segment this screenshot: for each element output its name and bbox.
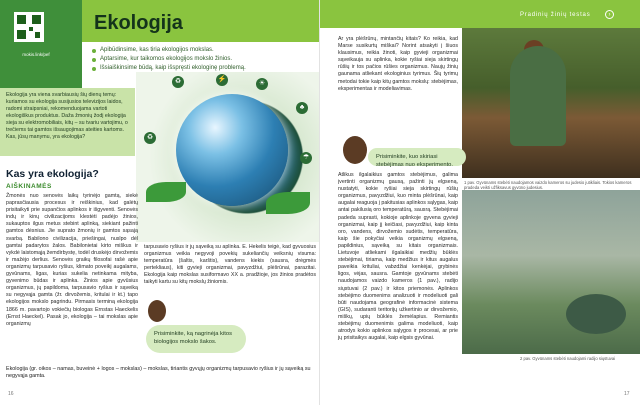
eco-icon: ♻ xyxy=(144,132,156,144)
right-text-body: Atlikus ilgalaikius gamtos stebėjimus, galima įvertinti organizmų gausą, pažinti jų elgseną, nustatyti, kokie ryšiai sieja skirtingų rūšių organizmus, pavyzdžiui, kuo minta plėšrūnai, kaip augalai reaguoja į pakitusias aplinkos sąlygas, kaip antai pakilusią oro temperatūrą, sausrą. Stebėjimai padeda suprasti, kokioje aplinkoje gyvena gyvieji organizmai, kaip jį keičiasi, pavyzdžiui, kaip kinta oro, vandens, dirvožemio sudėtis, temperatūra, kaip šie pokyčiai veikia organizmų elgseną, papildinius, sąveiką su kitais organizmais. Lietuvoje atliekami ilgalaikiai medžių būklės stebėjimai, tiriama, kaip medžius ir kitus augalus paveikia krituliai, vabzdžiai kenkėjai, grybinės ligos, vėjas, sausra. Gamtoje gyvūnams stebėti naudojamos vaizdo kameros (1 pav.), radijo siųstuvai (2 pav.) ir kitos priemonės. Aplinkos stebėjimo duomenims analizuoti ir modeliuoti gali būti naudojama geografinė informacinė sistema (GIS), sudaranti teritorijų užkertinio ar dirvožemio, miškų, upių būklės žemėlapius. Remiantis stebėjimų duomenimis galima modeliuoti, kaip atrodys kokio aplinkos sąlygos ir procesai, ar prie jų prisitaikys augalai, kaip elgsis gyvūnai. xyxy=(338,172,458,342)
page-number: 16 xyxy=(8,391,14,397)
qr-caption[interactable]: mokis.link/pef xyxy=(22,52,50,57)
eco-icon: ☀ xyxy=(256,78,268,90)
arrow-icon[interactable]: › xyxy=(605,10,614,19)
researcher-figure xyxy=(510,46,566,146)
eco-icon: ♻ xyxy=(172,76,184,88)
turtle-figure xyxy=(566,294,626,334)
definition-footnote: Ekologija (gr. oikos – namas, buveinė + logos – mokslas) – mokslas, tiriantis gyvųjų organizmų tarpusavio ryšius ir jų sąveiką su negyvąja gamta. xyxy=(6,366,311,379)
body-text-column-2: tarpusavio ryšius ir jų sąveiką su aplinka. E. Hekelis teigė, kad gyvuosius organizmus veikia negyvoji povekių sukeliančių veiksnių visuma: temperatūra (šaltis, karštis), vandens kiekis (sausra, drėgmės pertekliaus), kiti gyvieji organizmai, pavyzdžiui, plėšrūnai, parazitai. Ekologija kaip mokslas susiformavo XX a. pradžioje, jos žinios pradėtos taikyti kartu su kitų mokslų žiniomis. xyxy=(144,244,316,286)
intro-box xyxy=(0,88,135,156)
body-text-column-1: Žmonės nuo senovės laikų tyrinėjo gamtą, siekė paprasčiausia procesus ir reiškinius, kad galėtų prisitaikyti prie supančios aplinkos ir išgyventi. Senovės indų ir kinų civilizacijoms klestėti padėjo žinios, sukauptos ilgus metus stebint aplinką, siekiant pažinti gamtos dėsnius. Jie suprato žmonių ir gamtos sąsają svarbą. Babilono civilizacija, priešingai, nuslpo dėl gamtai padarytos žalos. Babilonietai kirto miškus ir vykdė laistomąją žemdirbystę, todėl druskėjo dirvožemis ir mažėjo derlius. Senovės graikų filosofai rašė apie organizmų tarpusavio ryšius, klimato poveikį augalams, gyvūnams, ligas, kurias sukelia netinkama mityba, gyvenimo būdas ir aplinka. Žinios apie gyvūsius organizmus, jų papildoma, tarpusavio ryšius ir sąveiką su negyvąja gamta (žr. dirvožemis, kritulai ir kt.) tapo ekologijos mokslo pagrindu. Pirmasis terminą ekologija 1866 m. pavartojo vokiečių biologas Ernstas Haeckelis (Ernst Haeckel). Pasak jo, ekologija – tai mokslas apie organizmų xyxy=(6,193,138,327)
eco-icon: ♣ xyxy=(296,102,308,114)
qr-code-icon[interactable] xyxy=(14,12,44,42)
earth-globe xyxy=(176,94,288,206)
intro-text: Ekologija yra viena svarbiausių šių dienų temų: kuriamos su ekologija susijusios televizijos laidos, radomi straipsniai, rekomenduojama vartoti ekologiškus produktus. Daža žmonių žodį ekologija sieja su elektromobiliais, kitų – su tvariu vartojimu, o trečiems tai gamtos išsaugojimas ateities kartoms. Kas, jūsų manymu, yra ekologija? xyxy=(6,92,128,140)
top-banner xyxy=(320,0,640,28)
photo-caption-1: 1 pav. Gyvūnams stebėti naudojamos vaizdo kameros su judesio jutikliais. Tokios kameros pradeda veikti užfiksavus gyvūno judesius. xyxy=(464,180,632,191)
objective-item: Aptarsime, kur taikomos ekologijos mokslo žinios. xyxy=(92,55,312,64)
photo-caption-2: 2 pav. Gyvūnams stebėti naudojami radijo siųstuvai xyxy=(520,356,616,361)
reminder-callout: Prisiminkite, ką nagrinėja kitos biologijos mokslo šakos. xyxy=(146,325,246,353)
objectives-list xyxy=(92,46,312,73)
objective-item: Apibūdinsime, kas tiria ekologijos mokslas. xyxy=(92,46,312,55)
globe-image xyxy=(136,72,320,242)
bear-icon xyxy=(343,136,367,164)
leaf-icon xyxy=(146,182,186,202)
page-number: 17 xyxy=(624,391,630,397)
banner-label[interactable]: Pradinių žinių testas xyxy=(520,12,591,18)
page-title: Ekologija xyxy=(94,12,183,34)
reminder-callout: Prisiminkite, kuo skiriasi stebėjimas nuo eksperimento. xyxy=(368,148,466,166)
leaf-icon xyxy=(266,192,310,214)
eco-icon: ☂ xyxy=(300,152,312,164)
subsection-heading: AIŠKINAMĖS xyxy=(6,183,52,190)
objective-item: Išsiaiškinsime būdą, kaip išspręsti ekologinę problemą. xyxy=(92,64,312,73)
section-heading: Kas yra ekologija? xyxy=(6,168,99,180)
eco-icon: ⚡ xyxy=(216,74,228,86)
bear-icon xyxy=(148,300,166,322)
right-text-intro: Ar yra plėšrūnų, mintančių kitais? Ko reikia, kad Marse susikurtų miškai? Norint atsakyti į šiuos klausimus, reikia žinoti, kaip gyvieji organizmai sąveikauja su aplinka, kokie ryšiai sieja skirtingų rūšių ir tos pačios rūšies organizmus. Naujų žinių gaunama atliekant ekologinius tyrimus. Šių tyrimų metodai tokie kaip kitų gamtos mokslų: stebėjimas, eksperimentas ir modeliavimas. xyxy=(338,36,458,92)
